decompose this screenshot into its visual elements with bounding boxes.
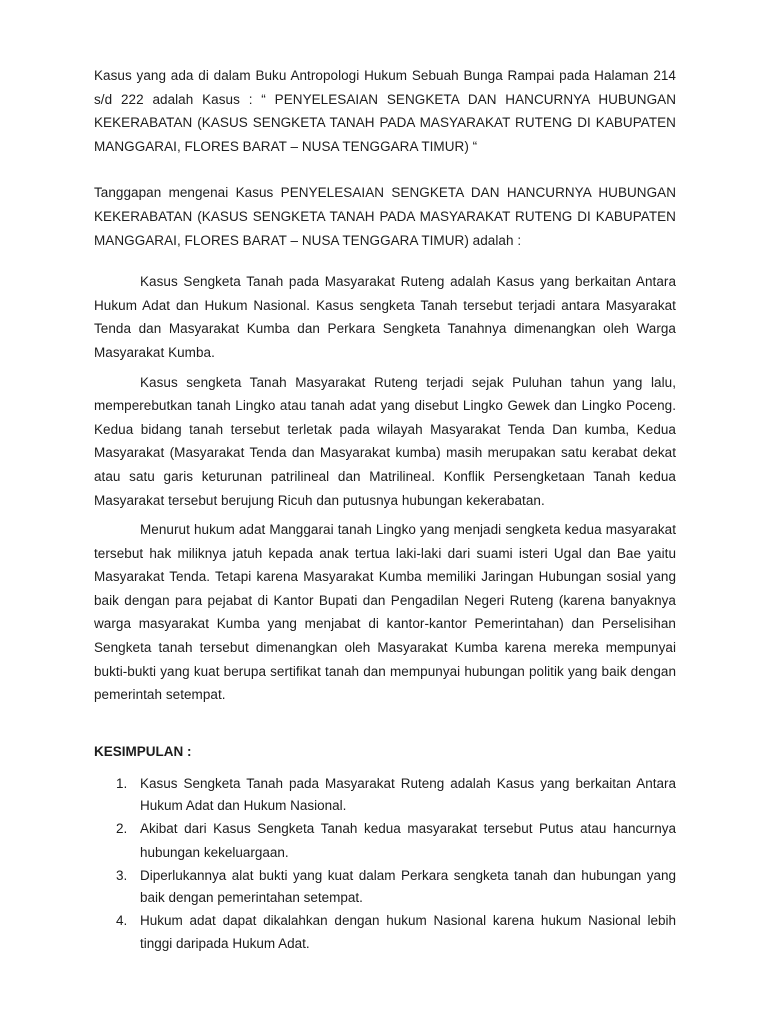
conclusion-item-1 xyxy=(94,773,676,817)
conclusion-text-2: Akibat dari Kasus Sengketa Tanah kedua masyarakat tersebut Putus atau hancurnya hubungan kekeluargaan. xyxy=(140,821,676,861)
response-intro-paragraph: Tanggapan mengenai Kasus PENYELESAIAN SENGKETA DAN HANCURNYA HUBUNGAN KEKERABATAN (KASUS SENGKETA TANAH PADA MASYARAKAT RUTENG DI KABUPATEN MANGGARAI, FLORES BARAT – NUSA TENGGARA TIMUR) adalah : xyxy=(94,185,676,248)
conclusion-item-3 xyxy=(94,865,676,909)
conclusion-text-3: Diperlukannya alat bukti yang kuat dalam Perkara sengketa tanah dan hubungan yang baik dengan pemerintahan setempat. xyxy=(140,867,676,905)
body-paragraph-1: Kasus Sengketa Tanah pada Masyarakat Ruteng adalah Kasus yang berkaitan Antara Hukum Adat dan Hukum Nasional. Kasus sengketa Tanah tersebut terjadi antara Masyarakat Tenda dan Masyarakat Kumba dan Perkara Sengketa Tanahnya dimenangkan oleh Warga Masyarakat Kumba. xyxy=(94,274,676,360)
body-paragraph-2: Kasus sengketa Tanah Masyarakat Ruteng terjadi sejak Puluhan tahun yang lalu, memperebutkan tanah Lingko atau tanah adat yang disebut Lingko Gewek dan Lingko Poceng. Kedua bidang tanah tersebut terletak pada wilayah Masyarakat Tenda Dan kumba, Kedua Masyarakat (Masyarakat Tenda dan Masyarakat kumba) masih merupakan satu kerabat dekat atau satu garis keturunan patrilineal dan Matrilineal. Konflik Persengketaan Tanah kedua Masyarakat tersebut berujung Ricuh dan putusnya hubungan kekerabatan. xyxy=(94,374,676,508)
intro-paragraph: Kasus yang ada di dalam Buku Antropologi Hukum Sebuah Bunga Rampai pada Halaman 214 s/d 222 adalah Kasus : “ PENYELESAIAN SENGKETA DAN HANCURNYA HUBUNGAN KEKERABATAN (KASUS SENGKETA TANAH PADA MASYARAKAT RUTENG DI KABUPATEN MANGGARAI, FLORES BARAT – NUSA TENGGARA TIMUR) “ xyxy=(94,68,676,154)
conclusion-item-4 xyxy=(94,909,676,956)
conclusion-list xyxy=(94,773,676,955)
conclusion-text-4: Hukum adat dapat dikalahkan dengan hukum Nasional karena hukum Nasional lebih tinggi daripada Hukum Adat. xyxy=(140,912,676,952)
conclusion-item-2 xyxy=(94,817,676,864)
conclusion-text-1: Kasus Sengketa Tanah pada Masyarakat Ruteng adalah Kasus yang berkaitan Antara Hukum Adat dan Hukum Nasional. xyxy=(140,776,676,814)
conclusion-number-4: 4. xyxy=(116,912,128,928)
body-paragraph-3: Menurut hukum adat Manggarai tanah Lingko yang menjadi sengketa kedua masyarakat tersebut hak miliknya jatuh kepada anak tertua laki-laki dari suami isteri Ugal dan Bae yaitu Masyarakat Tenda. Tetapi karena Masyarakat Kumba memiliki Jaringan Hubungan sosial yang baik dengan para pejabat di Kantor Bupati dan Pengadilan Negeri Ruteng (karena banyaknya warga masyarakat Kumba yang menjabat di kantor-kantor Pemerintahan) dan Perselisihan Sengketa tanah tersebut dimenangkan oleh Masyarakat Kumba karena mereka mempunyai bukti-bukti yang kuat berupa sertifikat tanah dan mempunyai hubungan politik yang baik dengan pemerintah setempat. xyxy=(94,522,676,703)
conclusion-number-3: 3. xyxy=(116,867,128,883)
section-spacer xyxy=(94,707,676,740)
conclusion-number-2: 2. xyxy=(116,821,128,837)
document-page xyxy=(94,64,676,956)
conclusion-heading: KESIMPULAN : xyxy=(94,743,192,759)
conclusion-number-1: 1. xyxy=(116,776,128,792)
